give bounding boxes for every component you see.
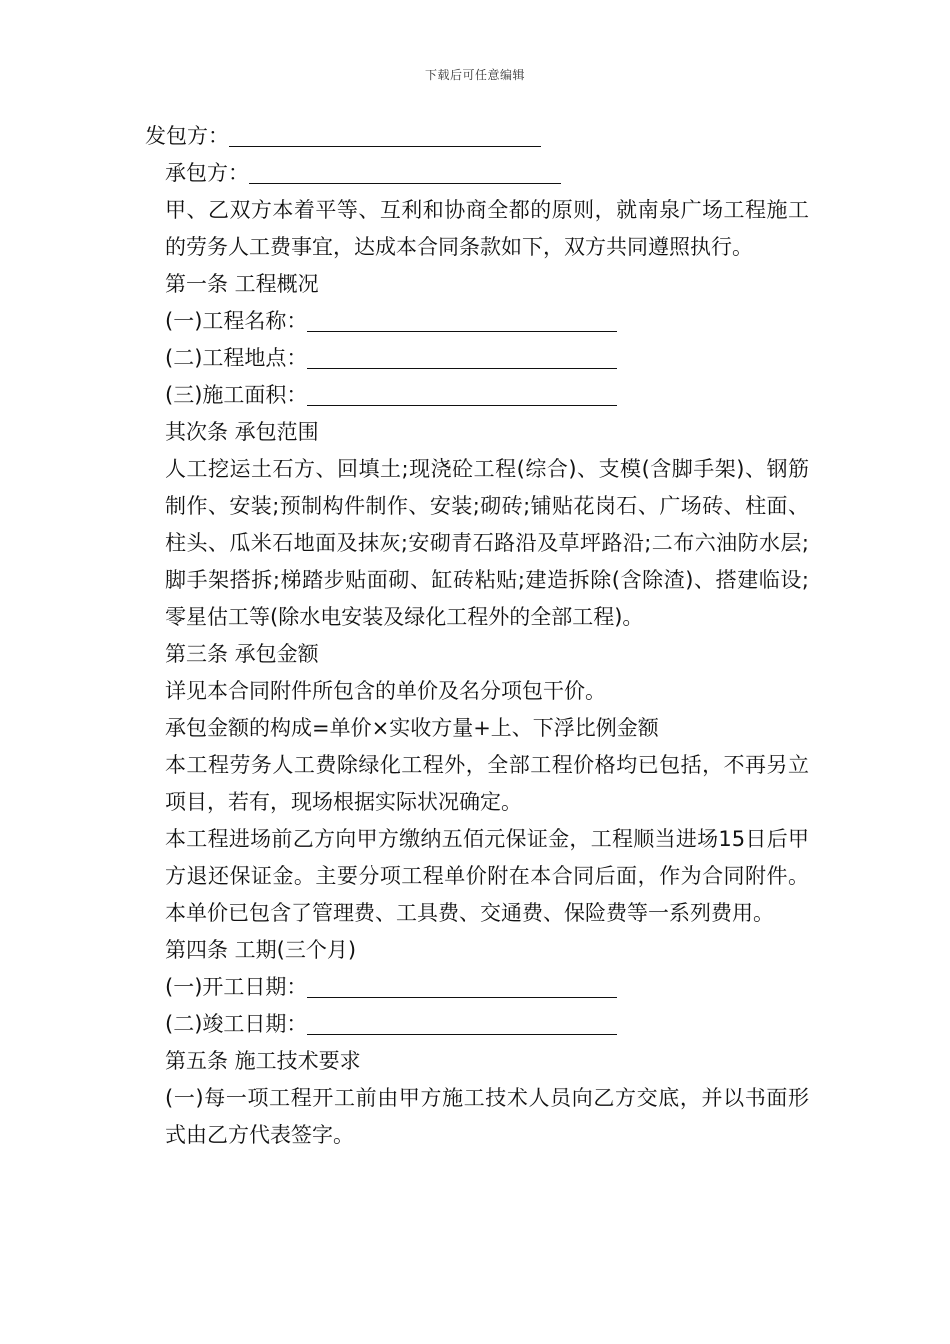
project-location-label: (二)工程地点： [165,346,308,370]
party-b-line [145,155,809,192]
article-5-item-1: (一)每一项工程开工前由甲方施工技术人员向乙方交底，并以书面形式由乙方代表签字。 [165,1086,809,1147]
completion-date-label: (二)竣工日期： [165,1012,308,1036]
start-date-blank [307,971,617,998]
project-name-line [145,303,809,340]
completion-date-line [145,1006,809,1043]
party-b-blank [249,157,561,184]
article-2-body: 人工挖运土石方、回填土;现浇砼工程(综合)、支模(含脚手架)、钢筋制作、安装;预制构件制作、安装;砌砖;铺贴花岗石、广场砖、柱面、柱头、瓜米石地面及抹灰;安砌青石路沿及草坪路沿;二布六油防水层;脚手架搭拆;梯踏步贴面砌、缸砖粘贴;建造拆除(含除渣)、搭建临设;零星估工等(除水电安装及绿化工程外的全部工程)。 [165,457,809,629]
intro-paragraph: 甲、乙双方本着平等、互利和协商全都的原则，就南泉广场工程施工的劳务人工费事宜，达成本合同条款如下，双方共同遵照执行。 [165,198,809,259]
construction-area-line [145,377,809,414]
project-name-blank [307,305,617,332]
project-location-blank [307,342,617,369]
party-b-label: 承包方： [165,161,249,185]
project-name-label: (一)工程名称： [165,309,308,333]
contract-body [145,118,809,1154]
page-header-note: 下载后可任意编辑 [424,68,525,82]
article-4-title: 第四条 工期(三个月) [165,938,357,962]
project-location-line [145,340,809,377]
article-5-title: 第五条 施工技术要求 [165,1049,361,1073]
article-1-title: 第一条 工程概况 [165,272,319,296]
party-a-blank [229,120,541,147]
article-3-paragraph-4: 本工程进场前乙方向甲方缴纳五佰元保证金，工程顺当进场15日后甲方退还保证金。主要分项工程单价附在本合同后面，作为合同附件。本单价已包含了管理费、工具费、交通费、保险费等一系列费用。 [165,827,809,925]
article-3-paragraph-3: 本工程劳务人工费除绿化工程外，全部工程价格均已包括，不再另立项目，若有，现场根据实际状况确定。 [165,753,809,814]
start-date-line [145,969,809,1006]
construction-area-label: (三)施工面积： [165,383,308,407]
construction-area-blank [307,379,617,406]
party-a-line [145,118,809,155]
completion-date-blank [307,1008,617,1035]
article-3-paragraph-2: 承包金额的构成=单价×实收方量+上、下浮比例金额 [165,716,659,740]
start-date-label: (一)开工日期： [165,975,308,999]
party-a-label: 发包方： [145,124,229,148]
article-2-title: 其次条 承包范围 [165,420,319,444]
article-3-paragraph-1: 详见本合同附件所包含的单价及名分项包干价。 [165,679,606,703]
article-3-title: 第三条 承包金额 [165,642,319,666]
